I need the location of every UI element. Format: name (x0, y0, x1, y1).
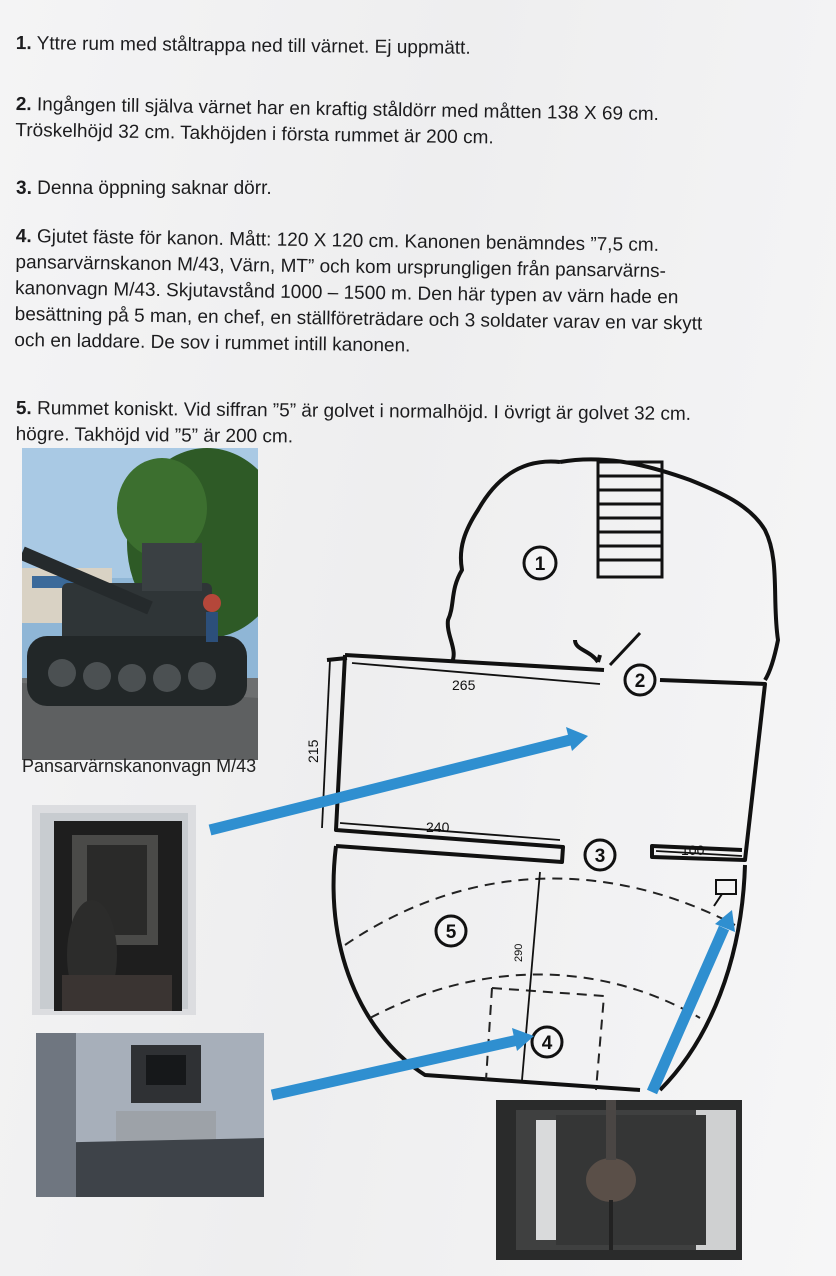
note-text: pansarvärnskanon M/43, Värn, MT” och kom ursprungligen från pansarvärns- (15, 251, 667, 283)
room-label-4: 4 (541, 1033, 553, 1054)
note-number: 4. (15, 225, 32, 248)
dimension-240: 240 (426, 819, 450, 835)
note-text: Gjutet fäste för kanon. Mått: 120 X 120 cm. Kanonen benämndes ”7,5 cm. (36, 226, 660, 256)
room-label-2: 2 (634, 671, 646, 692)
cannon-mount-dashed-left (486, 988, 492, 1080)
dimension-290: 290 (513, 943, 525, 962)
room-2-outline (336, 655, 765, 862)
direction-arrow-icon (210, 727, 735, 1095)
note-text: och en laddare. De sov i rummet intill kanonen. (14, 329, 411, 357)
dimension-100: 100 (681, 842, 705, 858)
note-text: kanonvagn M/43. Skjutavstånd 1000 – 1500 m. Den här typen av värn hade en (14, 277, 679, 309)
note-text: besättning på 5 man, en chef, en ställföreträdare och 3 soldater varav en var skytt (14, 303, 703, 335)
dashed-arc-upper (345, 878, 735, 945)
room-label-1: 1 (534, 554, 546, 575)
note-number: 2. (15, 93, 32, 116)
photo-caption: Pansarvärnskanonvagn M/43 (22, 756, 257, 776)
room-label-3: 3 (594, 846, 606, 867)
staircase-icon (598, 462, 662, 577)
dashed-arc-lower (370, 975, 700, 1019)
note-text: högre. Takhöjd vid ”5” är 200 cm. (15, 423, 294, 448)
note-text: Tröskelhöjd 32 cm. Takhöjden i första rummet är 200 cm. (15, 119, 494, 149)
door-swing-icon (610, 633, 640, 665)
note-text: Ingången till själva värnet har en kraftig ståldörr med måtten 138 X 69 cm. (36, 94, 660, 126)
room-label-5: 5 (445, 922, 457, 943)
note-number: 1. (15, 32, 32, 55)
note-number: 5. (15, 397, 32, 420)
note-text: Yttre rum med ståltrappa ned till värnet. Ej uppmätt. (36, 33, 471, 59)
dimension-215: 215 (305, 739, 321, 763)
room-1-outline (448, 459, 778, 680)
note-text: Rummet koniskt. Vid siffran ”5” är golvet i normalhöjd. I övrigt är golvet 32 cm. (36, 398, 692, 425)
vent-icon (714, 880, 736, 906)
note-text: Denna öppning saknar dörr. (37, 178, 272, 199)
note-number: 3. (16, 178, 32, 199)
outer-room-boundary (575, 640, 600, 662)
dimension-265: 265 (452, 677, 476, 693)
